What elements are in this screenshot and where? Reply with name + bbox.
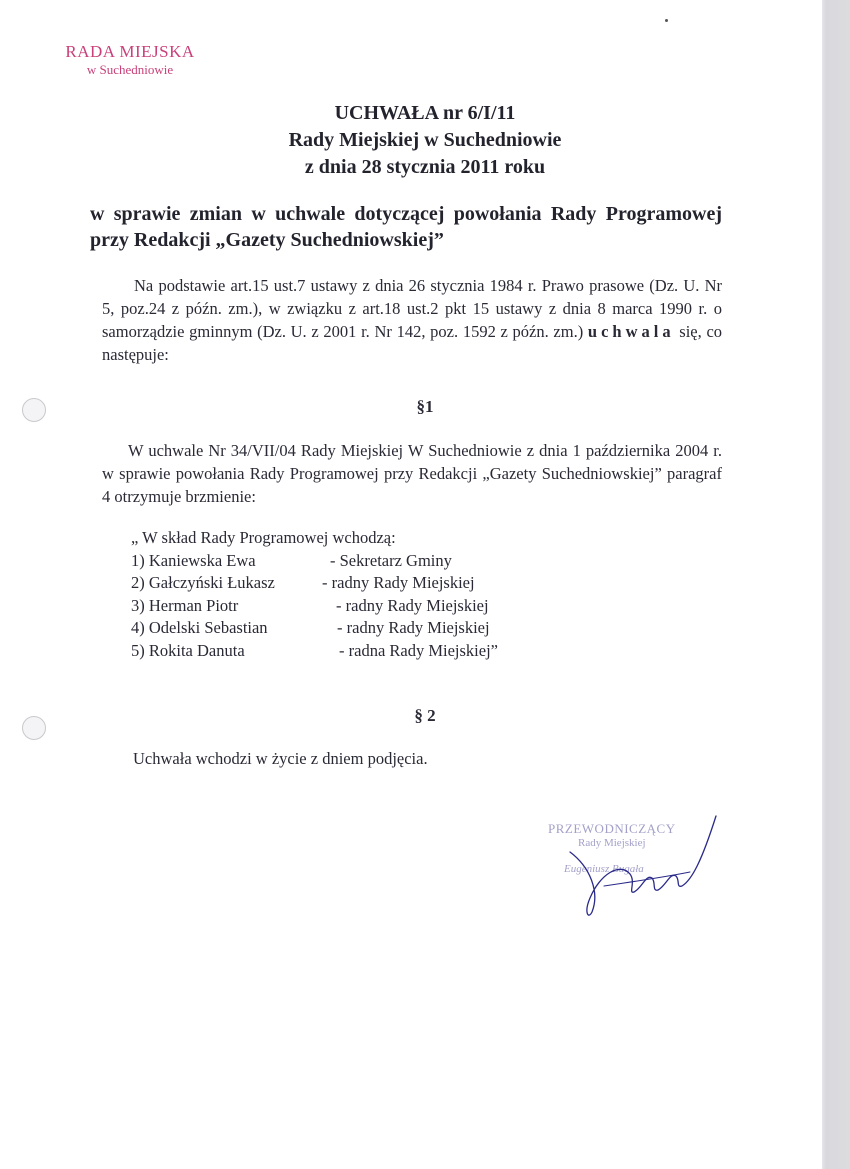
resolution-title: UCHWAŁA nr 6/I/11 (334, 102, 516, 124)
scan-speck (665, 19, 668, 22)
member-name: 1) Kaniewska Ewa (131, 550, 256, 570)
resolution-subject: w sprawie zmian w uchwale dotyczącej powołania Rady Programowej przy Redakcji „Gazety Suchedniowskiej” (90, 203, 722, 251)
chairman-stamp-name: Eugeniusz Bugała (564, 863, 644, 875)
section-1-text: W uchwale Nr 34/VII/04 Rady Miejskiej W Suchedniowie z dnia 1 października 2004 r. w sprawie powołania Rady Programowej przy Redakcji „Gazety Suchedniowskiej” paragraf 4 otrzymuje brzmienie: (102, 441, 722, 506)
member-role: - Sekretarz Gminy (330, 550, 452, 570)
chairman-stamp-title: PRZEWODNICZĄCY (548, 821, 676, 836)
member-name: 3) Herman Piotr (131, 595, 239, 615)
legal-basis-keyword: uchwala (587, 322, 675, 341)
resolution-header (0, 100, 850, 181)
section-2-text: Uchwała wchodzi w życie z dniem podjęcia. (133, 749, 428, 768)
member-name: 2) Gałczyński Łukasz (131, 573, 275, 592)
resolution-date: z dnia 28 stycznia 2011 roku (304, 156, 546, 178)
legal-basis-ending: się, co następuje: (102, 322, 723, 364)
member-name: 5) Rokita Danuta (131, 640, 245, 660)
section-1-paragraph (102, 439, 722, 508)
council-stamp (60, 42, 200, 78)
section-1-mark: §1 (416, 397, 434, 416)
council-stamp-line1: RADA MIEJSKA (65, 42, 195, 61)
legal-basis-text: Na podstawie art.15 ust.7 ustawy z dnia 26 stycznia 1984 r. Prawo prasowe (Dz. U. Nr 5, poz.24 z późn. zm.), w związku z art.18 ust.2 pkt 15 ustawy z dnia 8 marca 1990 r. o samorządzie gminnym (Dz. U. z 2001 r. Nr 142, poz. 1592 z późn. zm.) (102, 276, 722, 341)
council-stamp-line2: w Suchedniowie (86, 62, 174, 77)
legal-basis-paragraph (102, 274, 722, 366)
member-role: - radny Rady Miejskiej (322, 573, 475, 592)
handwritten-signature (560, 812, 730, 922)
member-role: - radny Rady Miejskiej (337, 618, 490, 637)
resolution-issuer: Rady Miejskiej w Suchedniowie (288, 129, 562, 151)
chairman-stamp-body: Rady Miejskiej (578, 837, 646, 849)
member-name: 4) Odelski Sebastian (131, 618, 268, 637)
members-list-intro-text: „ W skład Rady Programowej wchodzą: (131, 528, 396, 547)
member-role: - radna Rady Miejskiej” (339, 640, 498, 660)
section-2-mark: § 2 (414, 706, 436, 725)
member-role: - radny Rady Miejskiej (336, 595, 489, 615)
